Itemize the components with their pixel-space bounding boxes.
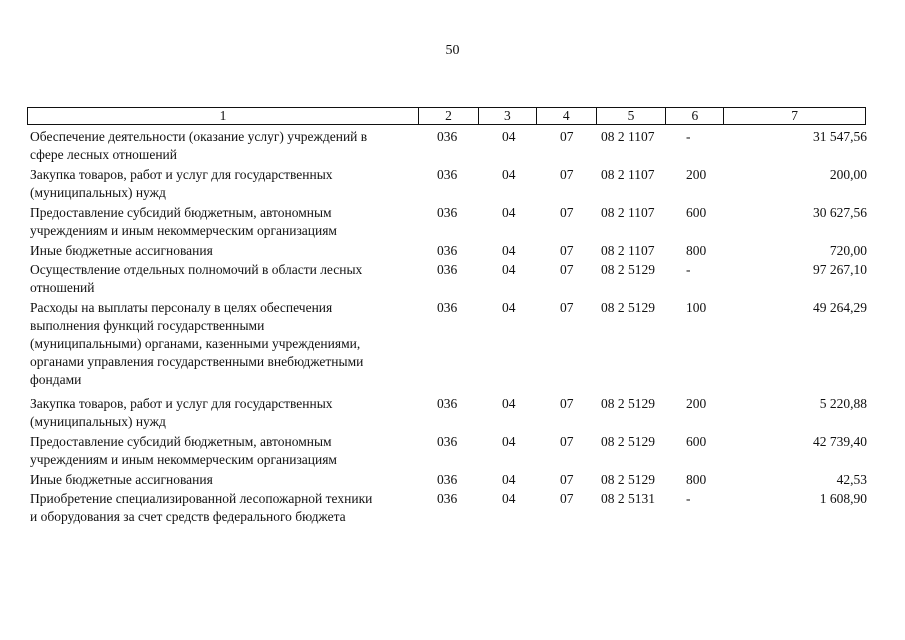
row-code-expense-type: -: [686, 129, 691, 144]
row-code-section: 04: [502, 300, 516, 315]
row-code-section: 04: [502, 167, 516, 182]
row-code-expense-type: 600: [686, 434, 707, 449]
row-code-expense-type: -: [686, 262, 691, 277]
row-code-ministry: 036: [437, 129, 458, 144]
table-body: [0, 128, 905, 528]
row-code-ministry: 036: [437, 434, 458, 449]
table-row: [0, 299, 905, 395]
row-code-target: 08 2 5129: [601, 300, 655, 315]
row-name: Иные бюджетные ассигнования: [30, 472, 213, 487]
table-row: [0, 433, 905, 471]
row-code-expense-type: 600: [686, 205, 707, 220]
table-row: [0, 261, 905, 299]
row-code-section: 04: [502, 396, 516, 411]
row-amount: 31 547,56: [813, 129, 867, 144]
row-name: Предоставление субсидий бюджетным, автономным учреждениям и иным некоммерческим организациям: [30, 205, 337, 238]
row-code-expense-type: 100: [686, 300, 707, 315]
row-code-subsection: 07: [560, 129, 574, 144]
row-code-target: 08 2 1107: [601, 243, 655, 258]
row-code-ministry: 036: [437, 300, 458, 315]
table-row: [0, 395, 905, 433]
row-name: Закупка товаров, работ и услуг для государственных (муниципальных) нужд: [30, 396, 333, 429]
row-code-ministry: 036: [437, 262, 458, 277]
table-row: [0, 242, 905, 261]
column-header-6: 6: [666, 108, 724, 124]
row-name: Обеспечение деятельности (оказание услуг) учреждений в сфере лесных отношений: [30, 129, 368, 162]
row-name: Расходы на выплаты персоналу в целях обеспечения выполнения функций государственными (муниципальными) органами, казенными учреждениями, органами управления государственными внебюджетными фондами: [30, 300, 364, 387]
row-amount: 720,00: [829, 243, 867, 258]
column-header-1: 1: [28, 108, 419, 124]
row-code-subsection: 07: [560, 205, 574, 220]
table-row: [0, 128, 905, 166]
row-code-ministry: 036: [437, 491, 458, 506]
row-name: Закупка товаров, работ и услуг для государственных (муниципальных) нужд: [30, 167, 333, 200]
row-code-target: 08 2 1107: [601, 205, 655, 220]
row-name: Предоставление субсидий бюджетным, автономным учреждениям и иным некоммерческим организациям: [30, 434, 337, 467]
row-code-subsection: 07: [560, 167, 574, 182]
row-code-ministry: 036: [437, 205, 458, 220]
row-code-subsection: 07: [560, 434, 574, 449]
row-code-target: 08 2 5131: [601, 491, 655, 506]
row-amount: 97 267,10: [813, 262, 867, 277]
table-row: [0, 490, 905, 528]
row-name: Осуществление отдельных полномочий в области лесных отношений: [30, 262, 363, 295]
page-number: 50: [445, 43, 460, 58]
row-code-section: 04: [502, 243, 516, 258]
row-code-section: 04: [502, 434, 516, 449]
table-row: [0, 204, 905, 242]
row-amount: 5 220,88: [819, 396, 867, 411]
column-header-3: 3: [479, 108, 537, 124]
table-row: [0, 471, 905, 490]
row-code-ministry: 036: [437, 396, 458, 411]
row-code-ministry: 036: [437, 243, 458, 258]
column-header-4: 4: [537, 108, 597, 124]
column-header-7: 7: [791, 108, 799, 123]
row-code-target: 08 2 5129: [601, 472, 655, 487]
row-code-section: 04: [502, 262, 516, 277]
row-code-section: 04: [502, 205, 516, 220]
row-name: Приобретение специализированной лесопожарной техники и оборудования за счет средств федерального бюджета: [30, 491, 373, 524]
table-row: [0, 166, 905, 204]
row-code-subsection: 07: [560, 243, 574, 258]
row-code-subsection: 07: [560, 262, 574, 277]
row-code-target: 08 2 5129: [601, 434, 655, 449]
row-code-expense-type: 800: [686, 243, 707, 258]
row-name: Иные бюджетные ассигнования: [30, 243, 213, 258]
column-header-5: 5: [597, 108, 667, 124]
row-amount: 1 608,90: [819, 491, 867, 506]
row-code-section: 04: [502, 491, 516, 506]
row-amount: 200,00: [829, 167, 867, 182]
table-header: [27, 107, 866, 125]
row-code-subsection: 07: [560, 472, 574, 487]
column-header-2: 2: [419, 108, 479, 124]
row-code-target: 08 2 5129: [601, 262, 655, 277]
row-code-target: 08 2 1107: [601, 167, 655, 182]
row-code-subsection: 07: [560, 396, 574, 411]
row-code-target: 08 2 1107: [601, 129, 655, 144]
row-code-subsection: 07: [560, 491, 574, 506]
row-code-expense-type: 200: [686, 167, 707, 182]
row-code-subsection: 07: [560, 300, 574, 315]
row-code-expense-type: 200: [686, 396, 707, 411]
row-amount: 42,53: [836, 472, 867, 487]
row-amount: 49 264,29: [813, 300, 867, 315]
row-code-expense-type: 800: [686, 472, 707, 487]
row-code-section: 04: [502, 472, 516, 487]
row-amount: 30 627,56: [813, 205, 867, 220]
row-code-section: 04: [502, 129, 516, 144]
row-amount: 42 739,40: [813, 434, 867, 449]
row-code-ministry: 036: [437, 167, 458, 182]
row-code-target: 08 2 5129: [601, 396, 655, 411]
row-code-expense-type: -: [686, 491, 691, 506]
row-code-ministry: 036: [437, 472, 458, 487]
